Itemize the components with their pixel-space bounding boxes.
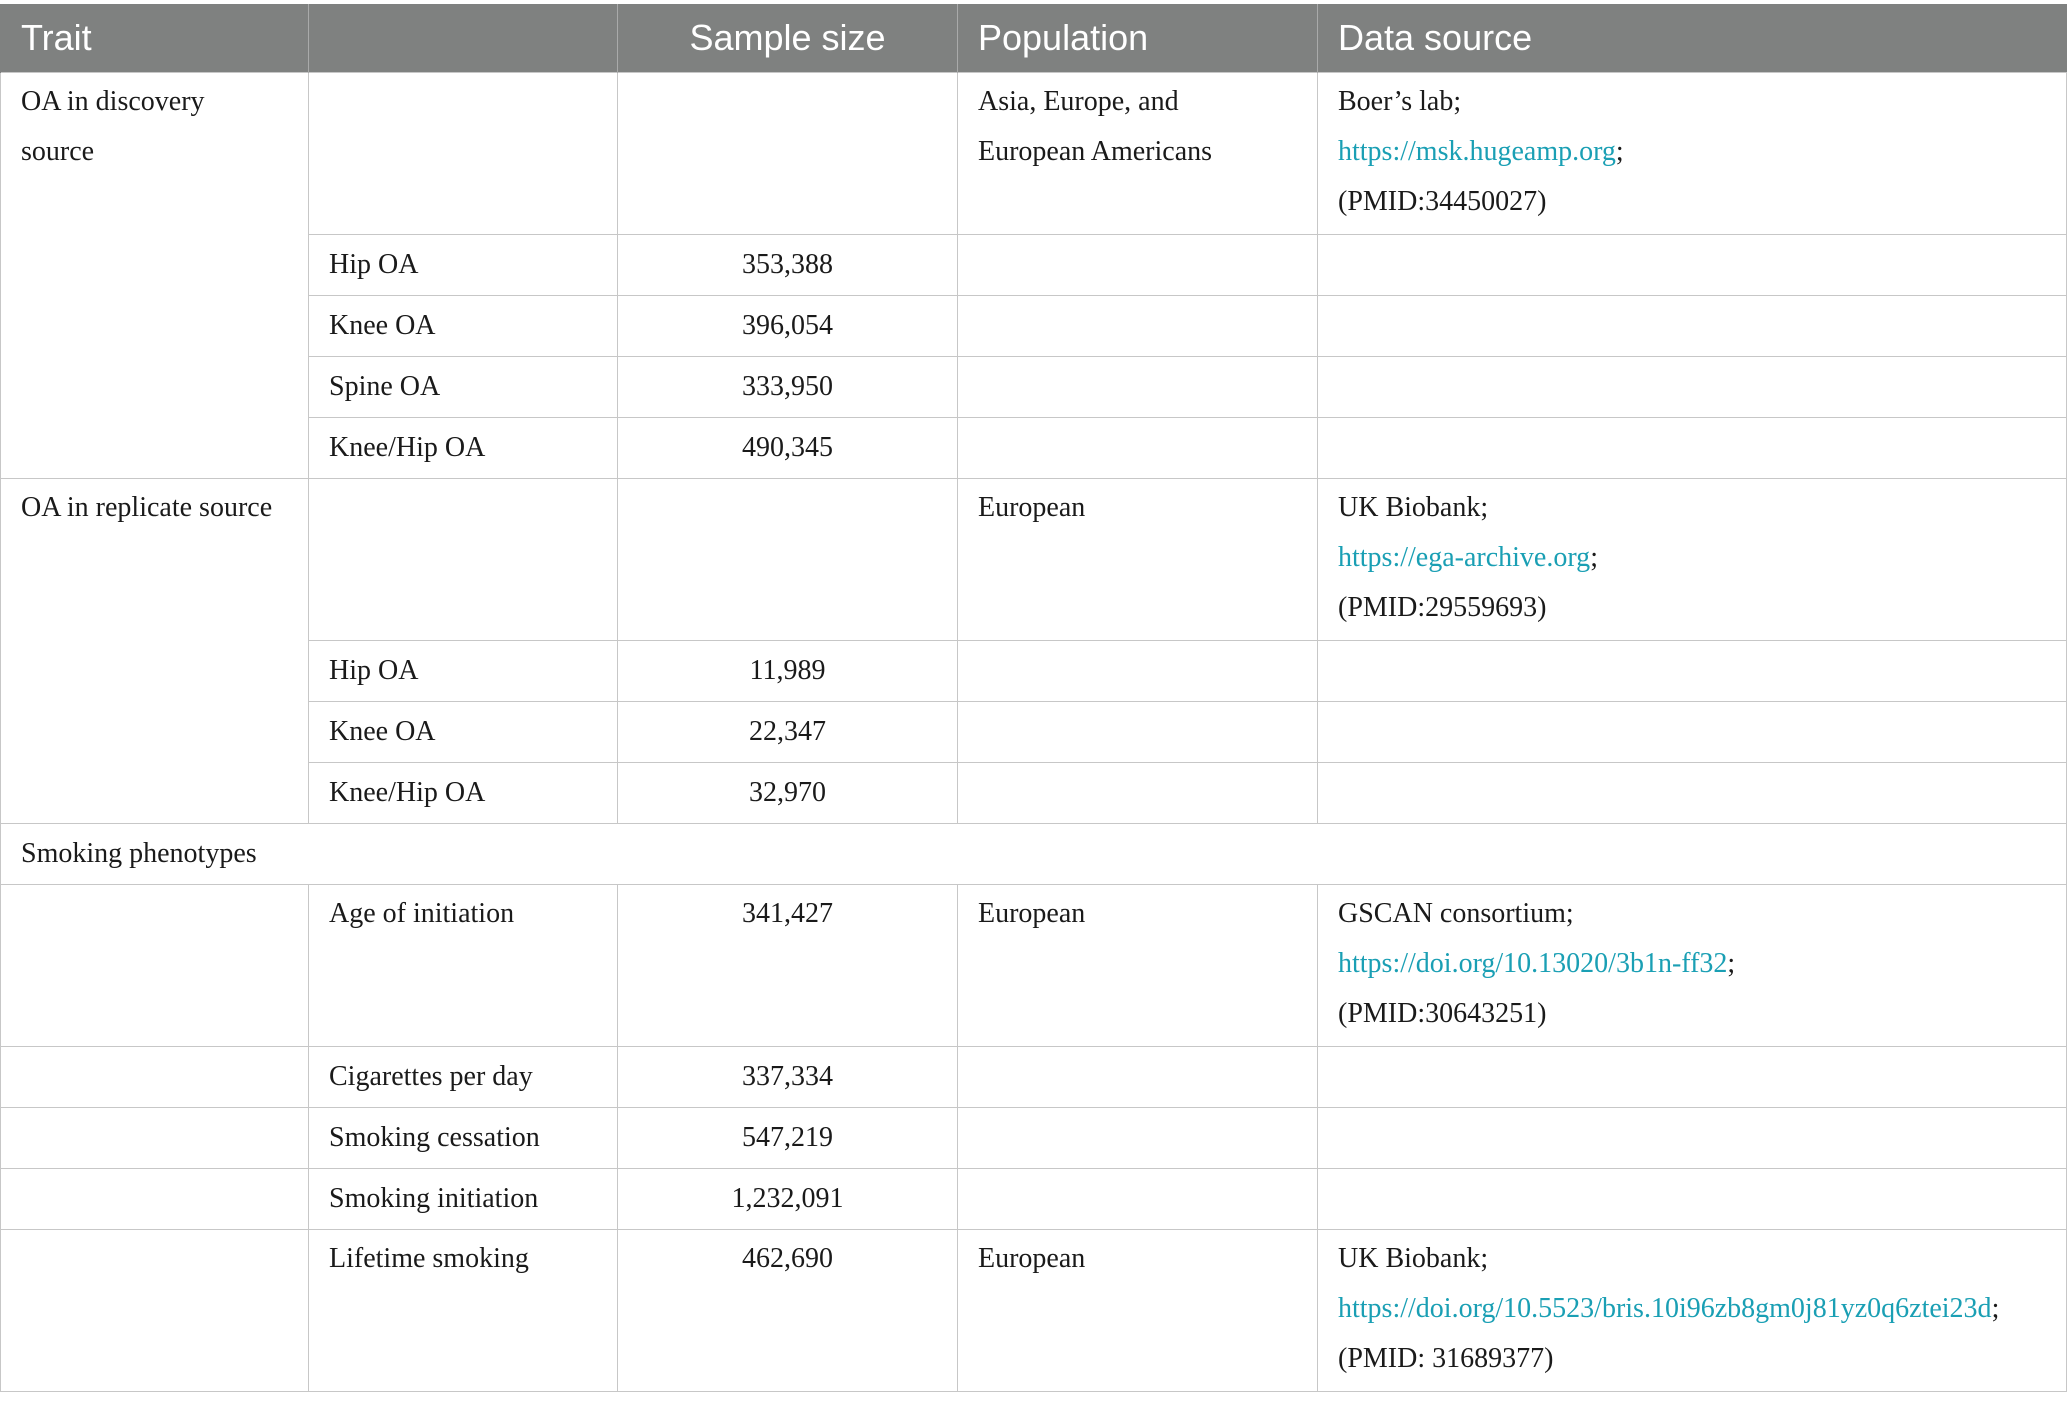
table-row (1, 641, 2067, 702)
source-pmid: (PMID:30643251) (1338, 998, 1547, 1029)
population-cell (958, 296, 1318, 357)
table-row (1, 357, 2067, 418)
header-blank (309, 4, 618, 73)
header-row (1, 4, 2067, 73)
population-cell: European (958, 479, 1318, 641)
trait-cell: Cigarettes per day (309, 1047, 618, 1108)
sample-size-cell: 32,970 (618, 763, 958, 824)
source-pmid: (PMID: 31689377) (1338, 1343, 1554, 1374)
population-cell: European (958, 1230, 1318, 1392)
group-label-line: OA in discovery (21, 86, 205, 117)
sample-size-cell: 462,690 (618, 1230, 958, 1392)
trait-cell: Lifetime smoking (309, 1230, 618, 1392)
sample-size-cell (618, 73, 958, 235)
trait-cell: Hip OA (309, 235, 618, 296)
population-cell (958, 73, 1318, 235)
population-cell (958, 641, 1318, 702)
trait-cell: Knee/Hip OA (309, 418, 618, 479)
table-row (1, 1230, 2067, 1392)
data-source-cell (1318, 763, 2067, 824)
table-row (1, 885, 2067, 1047)
table-row (1, 702, 2067, 763)
table-row (1, 418, 2067, 479)
sample-size-cell: 333,950 (618, 357, 958, 418)
sample-size-cell: 396,054 (618, 296, 958, 357)
data-source-cell (1318, 885, 2067, 1047)
data-source-cell (1318, 479, 2067, 641)
sample-size-cell: 1,232,091 (618, 1169, 958, 1230)
trait-cell (309, 479, 618, 641)
trait-cell: Smoking cessation (309, 1108, 618, 1169)
data-source-cell (1318, 357, 2067, 418)
header-data-source: Data source (1318, 4, 2067, 73)
trait-cell (309, 73, 618, 235)
data-source-cell (1318, 1230, 2067, 1392)
source-link[interactable]: https://doi.org/10.5523/bris.10i96zb8gm0j81yz0q6ztei23d (1338, 1293, 1992, 1324)
sample-size-cell: 341,427 (618, 885, 958, 1047)
header-population: Population (958, 4, 1318, 73)
data-source-cell (1318, 1169, 2067, 1230)
population-cell (958, 702, 1318, 763)
data-source-cell (1318, 235, 2067, 296)
group-cell-empty (1, 885, 309, 1047)
population-cell (958, 763, 1318, 824)
source-name: Boer’s lab; (1338, 86, 1462, 117)
population-cell (958, 235, 1318, 296)
table-row (1, 824, 2067, 885)
data-source-cell (1318, 1108, 2067, 1169)
source-pmid: (PMID:29559693) (1338, 592, 1547, 623)
data-source-cell (1318, 641, 2067, 702)
table-row (1, 1169, 2067, 1230)
sample-size-cell: 353,388 (618, 235, 958, 296)
source-link[interactable]: https://doi.org/10.13020/3b1n-ff32 (1338, 948, 1728, 979)
group-cell-empty (1, 1047, 309, 1108)
population-cell (958, 1169, 1318, 1230)
source-name: UK Biobank; (1338, 1243, 1489, 1274)
trait-cell: Hip OA (309, 641, 618, 702)
group-label-line: source (21, 136, 95, 167)
population-cell: European (958, 885, 1318, 1047)
table-container (0, 4, 2066, 1392)
sample-size-cell: 337,334 (618, 1047, 958, 1108)
sample-size-cell (618, 479, 958, 641)
sample-size-cell: 547,219 (618, 1108, 958, 1169)
group-label (1, 73, 309, 479)
population-line: European Americans (978, 136, 1213, 167)
group-label: OA in replicate source (1, 479, 309, 824)
trait-cell: Knee OA (309, 702, 618, 763)
data-source-cell (1318, 702, 2067, 763)
sample-size-cell: 490,345 (618, 418, 958, 479)
population-cell (958, 357, 1318, 418)
population-cell (958, 1108, 1318, 1169)
table-row (1, 73, 2067, 235)
trait-cell: Knee/Hip OA (309, 763, 618, 824)
header-sample-size: Sample size (618, 4, 958, 73)
table-row (1, 235, 2067, 296)
data-source-cell (1318, 296, 2067, 357)
trait-cell: Smoking initiation (309, 1169, 618, 1230)
table-row (1, 1108, 2067, 1169)
group-cell-empty (1, 1108, 309, 1169)
group-cell-empty (1, 1169, 309, 1230)
data-source-cell (1318, 73, 2067, 235)
source-link-suffix: ; (1615, 136, 1624, 167)
group-label: Smoking phenotypes (1, 824, 2067, 885)
source-link[interactable]: https://msk.hugeamp.org (1338, 136, 1616, 167)
population-cell (958, 418, 1318, 479)
trait-cell: Knee OA (309, 296, 618, 357)
table-row (1, 296, 2067, 357)
source-name: UK Biobank; (1338, 492, 1489, 523)
trait-cell: Spine OA (309, 357, 618, 418)
source-link-suffix: ; (1991, 1293, 2000, 1324)
source-link[interactable]: https://ega-archive.org (1338, 542, 1591, 573)
source-name: GSCAN consortium; (1338, 898, 1574, 929)
data-table (0, 4, 2067, 1392)
sample-size-cell: 11,989 (618, 641, 958, 702)
table-row (1, 479, 2067, 641)
table-row (1, 763, 2067, 824)
source-pmid: (PMID:34450027) (1338, 186, 1547, 217)
source-link-suffix: ; (1590, 542, 1598, 573)
population-cell (958, 1047, 1318, 1108)
population-line: Asia, Europe, and (978, 86, 1179, 117)
data-source-cell (1318, 1047, 2067, 1108)
source-link-suffix: ; (1727, 948, 1736, 979)
sample-size-cell: 22,347 (618, 702, 958, 763)
data-source-cell (1318, 418, 2067, 479)
header-trait: Trait (1, 4, 309, 73)
trait-cell: Age of initiation (309, 885, 618, 1047)
table-row (1, 1047, 2067, 1108)
group-cell-empty (1, 1230, 309, 1392)
